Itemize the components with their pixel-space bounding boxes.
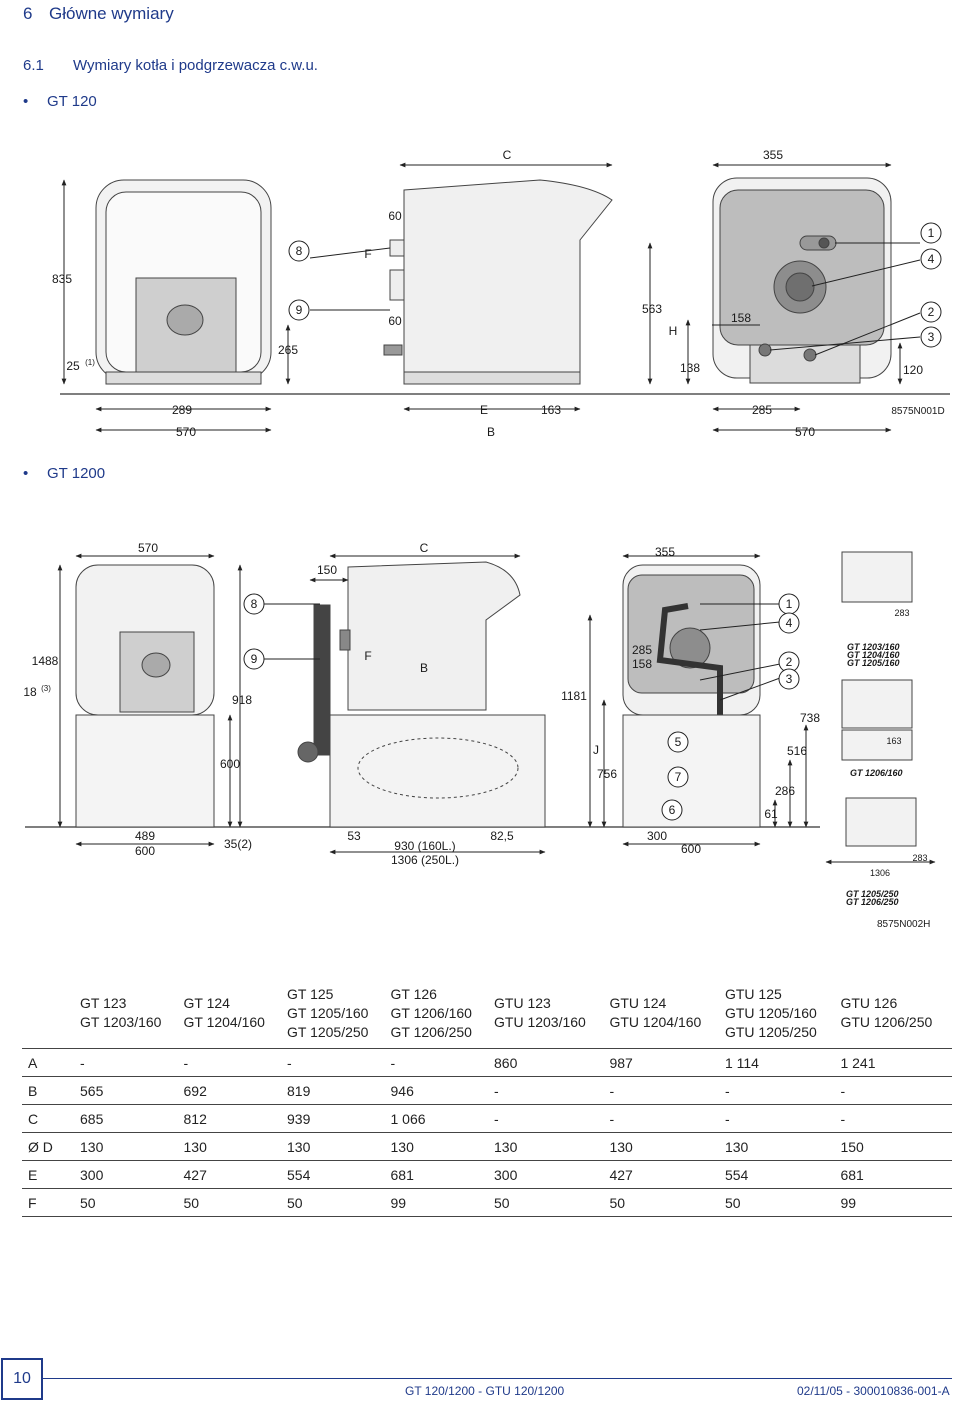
table-cell: 427 bbox=[180, 1161, 284, 1189]
fig1-label-285: 285 bbox=[751, 403, 773, 417]
table-cell: - bbox=[283, 1049, 387, 1077]
table-cell: - bbox=[76, 1049, 180, 1077]
table-cell: 554 bbox=[283, 1161, 387, 1189]
bullet-gt120-label: GT 120 bbox=[47, 93, 97, 110]
row-label: C bbox=[22, 1105, 76, 1133]
table-cell: 554 bbox=[721, 1161, 836, 1189]
fig1-label-570b: 570 bbox=[794, 425, 816, 439]
fig2-label-82-5: 82,5 bbox=[490, 829, 514, 843]
table-cell: 99 bbox=[387, 1189, 491, 1217]
subsection-number: 6.1 bbox=[23, 57, 44, 74]
footer-doc-ref: 02/11/05 - 300010836-001-A bbox=[797, 1384, 950, 1398]
fig1-callout-4: 4 bbox=[927, 252, 935, 266]
fig2-label-570: 570 bbox=[137, 541, 159, 555]
fig1-label-563: 563 bbox=[641, 302, 663, 316]
bullet-gt120 bbox=[23, 93, 97, 110]
fig2-label-150: 150 bbox=[316, 563, 338, 577]
col-head-6: GTU 124 GTU 1204/160 bbox=[605, 978, 720, 1049]
table-row bbox=[22, 1161, 952, 1189]
table-cell: 50 bbox=[490, 1189, 605, 1217]
fig2-label-J: J bbox=[593, 743, 599, 757]
bullet-gt1200 bbox=[23, 465, 105, 482]
table-row bbox=[22, 1133, 952, 1161]
table-cell: 685 bbox=[76, 1105, 180, 1133]
table-cell: 1 066 bbox=[387, 1105, 491, 1133]
fig1-callout-1: 1 bbox=[927, 226, 935, 240]
fig2-label-158: 158 bbox=[631, 657, 653, 671]
table-cell: 50 bbox=[721, 1189, 836, 1217]
fig1-label-H: H bbox=[668, 324, 678, 338]
fig2-label-930: 930 (160L.) bbox=[394, 839, 456, 853]
table-cell: 427 bbox=[605, 1161, 720, 1189]
fig2-label-300: 300 bbox=[646, 829, 668, 843]
table-cell: 860 bbox=[490, 1049, 605, 1077]
table-cell: 300 bbox=[76, 1161, 180, 1189]
bullet-gt1200-label: GT 1200 bbox=[47, 465, 106, 482]
fig2-label-600a: 600 bbox=[219, 757, 241, 771]
table-header-row bbox=[22, 978, 952, 1049]
fig2-model-1204: GT 1204/160 bbox=[847, 650, 900, 660]
fig2-model-1205-250: GT 1205/250 bbox=[846, 889, 899, 899]
table-cell: 130 bbox=[387, 1133, 491, 1161]
fig2-label-35: 35(2) bbox=[223, 837, 253, 851]
fig2-label-286: 286 bbox=[774, 784, 796, 798]
table-cell: 987 bbox=[605, 1049, 720, 1077]
bullet-dot: • bbox=[23, 93, 29, 110]
row-label: A bbox=[22, 1049, 76, 1077]
table-cell: - bbox=[721, 1077, 836, 1105]
fig2-label-516: 516 bbox=[786, 744, 808, 758]
table-cell: 130 bbox=[605, 1133, 720, 1161]
fig2-label-1306a: 1306 (250L.) bbox=[390, 853, 460, 867]
table-cell: 130 bbox=[283, 1133, 387, 1161]
fig1-callout-8: 8 bbox=[295, 244, 303, 258]
fig1-label-138: 138 bbox=[679, 361, 701, 375]
fig2-model-1206-250: GT 1206/250 bbox=[846, 897, 899, 907]
fig2-callout-8: 8 bbox=[250, 597, 258, 611]
fig2-callout-5: 5 bbox=[674, 735, 682, 749]
fig1-label-60a: 60 bbox=[388, 209, 402, 223]
fig2-callout-2: 2 bbox=[785, 655, 793, 669]
fig2-label-600b: 600 bbox=[134, 844, 156, 858]
fig2-callout-3: 3 bbox=[785, 672, 793, 686]
table-cell: 1 114 bbox=[721, 1049, 836, 1077]
fig1-label-570a: 570 bbox=[175, 425, 197, 439]
table-cell: 819 bbox=[283, 1077, 387, 1105]
fig1-label-B: B bbox=[486, 425, 496, 439]
fig1-label-25: 25 bbox=[66, 359, 80, 373]
fig2-model-1205: GT 1205/160 bbox=[847, 658, 900, 668]
fig2-callout-6: 6 bbox=[668, 803, 676, 817]
fig2-label-53: 53 bbox=[347, 829, 361, 843]
col-head-7: GTU 125 GTU 1205/160 GTU 1205/250 bbox=[721, 978, 836, 1049]
fig2-model-1203: GT 1203/160 bbox=[847, 642, 900, 652]
fig2-label-1488: 1488 bbox=[31, 654, 59, 668]
row-label: E bbox=[22, 1161, 76, 1189]
table-cell: 130 bbox=[76, 1133, 180, 1161]
table-cell: 1 241 bbox=[836, 1049, 952, 1077]
fig2-label-600c: 600 bbox=[680, 842, 702, 856]
fig2-label-B: B bbox=[419, 661, 429, 675]
fig2-label-F: F bbox=[364, 649, 372, 663]
fig2-label-283a: 283 bbox=[894, 608, 910, 618]
table-cell: 692 bbox=[180, 1077, 284, 1105]
fig2-callout-9: 9 bbox=[250, 652, 258, 666]
bullet-dot: • bbox=[23, 465, 29, 482]
fig1-label-60b: 60 bbox=[388, 314, 402, 328]
fig2-callout-1: 1 bbox=[785, 597, 793, 611]
fig2-callout-4: 4 bbox=[785, 616, 793, 630]
section-title: Główne wymiary bbox=[49, 4, 174, 23]
subsection-title: Wymiary kotła i podgrzewacza c.w.u. bbox=[73, 57, 318, 74]
fig1-callout-2: 2 bbox=[927, 305, 935, 319]
table-row bbox=[22, 1049, 952, 1077]
table-cell: 130 bbox=[490, 1133, 605, 1161]
col-head-2: GT 124 GT 1204/160 bbox=[180, 978, 284, 1049]
row-label: B bbox=[22, 1077, 76, 1105]
table-cell: - bbox=[836, 1077, 952, 1105]
table-cell: - bbox=[180, 1049, 284, 1077]
table-cell: - bbox=[605, 1077, 720, 1105]
fig2-ref: 8575N002H bbox=[877, 919, 931, 930]
fig2-label-489: 489 bbox=[134, 829, 156, 843]
table-row bbox=[22, 1077, 952, 1105]
fig2-model-1206: GT 1206/160 bbox=[850, 768, 903, 778]
table-cell: - bbox=[387, 1049, 491, 1077]
table-cell: 300 bbox=[490, 1161, 605, 1189]
fig1-callout-9: 9 bbox=[295, 303, 303, 317]
table-cell: 99 bbox=[836, 1189, 952, 1217]
fig2-label-355: 355 bbox=[654, 545, 676, 559]
table-cell: 130 bbox=[180, 1133, 284, 1161]
fig2-label-163: 163 bbox=[886, 736, 902, 746]
fig1-label-289: 289 bbox=[171, 403, 193, 417]
fig1-label-265: 265 bbox=[277, 343, 299, 357]
table-cell: 50 bbox=[76, 1189, 180, 1217]
variant-views bbox=[842, 552, 916, 846]
fig1-label-835: 835 bbox=[51, 272, 73, 286]
footer-divider bbox=[22, 1378, 952, 1379]
fig2-sup-3: (3) bbox=[41, 684, 51, 693]
col-head-1: GT 123 GT 1203/160 bbox=[76, 978, 180, 1049]
table-cell: - bbox=[490, 1077, 605, 1105]
table-row bbox=[22, 1105, 952, 1133]
back-view bbox=[713, 178, 891, 383]
table-cell: 681 bbox=[836, 1161, 952, 1189]
fig2-label-285: 285 bbox=[631, 643, 653, 657]
fig2-label-C: C bbox=[419, 541, 429, 555]
table-row bbox=[22, 1189, 952, 1217]
col-head-8: GTU 126 GTU 1206/250 bbox=[836, 978, 952, 1049]
col-head-3: GT 125 GT 1205/160 GT 1205/250 bbox=[283, 978, 387, 1049]
side-view-1200 bbox=[298, 562, 545, 827]
fig2-label-1306b: 1306 bbox=[869, 868, 891, 878]
table-cell: 130 bbox=[721, 1133, 836, 1161]
section-number: 6 bbox=[23, 4, 33, 23]
table-cell: 946 bbox=[387, 1077, 491, 1105]
fig2-callout-7: 7 bbox=[674, 770, 682, 784]
page-number: 10 bbox=[1, 1358, 43, 1400]
subsection-heading bbox=[23, 57, 318, 74]
table-cell: 150 bbox=[836, 1133, 952, 1161]
fig1-label-120: 120 bbox=[902, 363, 924, 377]
row-label: F bbox=[22, 1189, 76, 1217]
fig1-label-C: C bbox=[502, 148, 512, 162]
section-heading bbox=[23, 4, 174, 24]
footer-product: GT 120/1200 - GTU 120/1200 bbox=[405, 1384, 565, 1398]
fig1-label-355: 355 bbox=[762, 148, 784, 162]
figure-gt120-drawing bbox=[0, 140, 960, 445]
table-corner bbox=[22, 978, 76, 1049]
col-head-4: GT 126 GT 1206/160 GT 1206/250 bbox=[387, 978, 491, 1049]
fig1-label-158: 158 bbox=[730, 311, 752, 325]
dimensions-table bbox=[22, 978, 952, 1217]
table-cell: 681 bbox=[387, 1161, 491, 1189]
front-view bbox=[96, 180, 271, 384]
fig2-label-283b: 283 bbox=[912, 853, 928, 863]
row-label: Ø D bbox=[22, 1133, 76, 1161]
fig1-label-E: E bbox=[479, 403, 489, 417]
table-cell: 812 bbox=[180, 1105, 284, 1133]
fig1-label-163: 163 bbox=[540, 403, 562, 417]
table-cell: 50 bbox=[180, 1189, 284, 1217]
table-cell: 50 bbox=[605, 1189, 720, 1217]
fig2-label-18: 18 bbox=[23, 685, 37, 699]
fig2-label-1181: 1181 bbox=[561, 689, 587, 703]
table-cell: - bbox=[836, 1105, 952, 1133]
col-head-5: GTU 123 GTU 1203/160 bbox=[490, 978, 605, 1049]
front-view-1200 bbox=[76, 565, 214, 827]
fig2-label-61: 61 bbox=[764, 807, 778, 821]
table-cell: 565 bbox=[76, 1077, 180, 1105]
table-cell: 50 bbox=[283, 1189, 387, 1217]
side-view bbox=[384, 180, 612, 384]
fig2-label-918: 918 bbox=[231, 693, 253, 707]
table-cell: - bbox=[490, 1105, 605, 1133]
table-cell: - bbox=[605, 1105, 720, 1133]
fig2-label-738: 738 bbox=[799, 711, 821, 725]
table-cell: 939 bbox=[283, 1105, 387, 1133]
fig1-sup-1: (1) bbox=[85, 358, 95, 367]
fig1-callout-3: 3 bbox=[927, 330, 935, 344]
fig1-ref: 8575N001D bbox=[891, 406, 945, 417]
figure-gt1200-drawing bbox=[0, 535, 960, 935]
table-cell: - bbox=[721, 1105, 836, 1133]
fig2-label-756: 756 bbox=[596, 767, 618, 781]
fig1-label-F: F bbox=[364, 247, 372, 261]
